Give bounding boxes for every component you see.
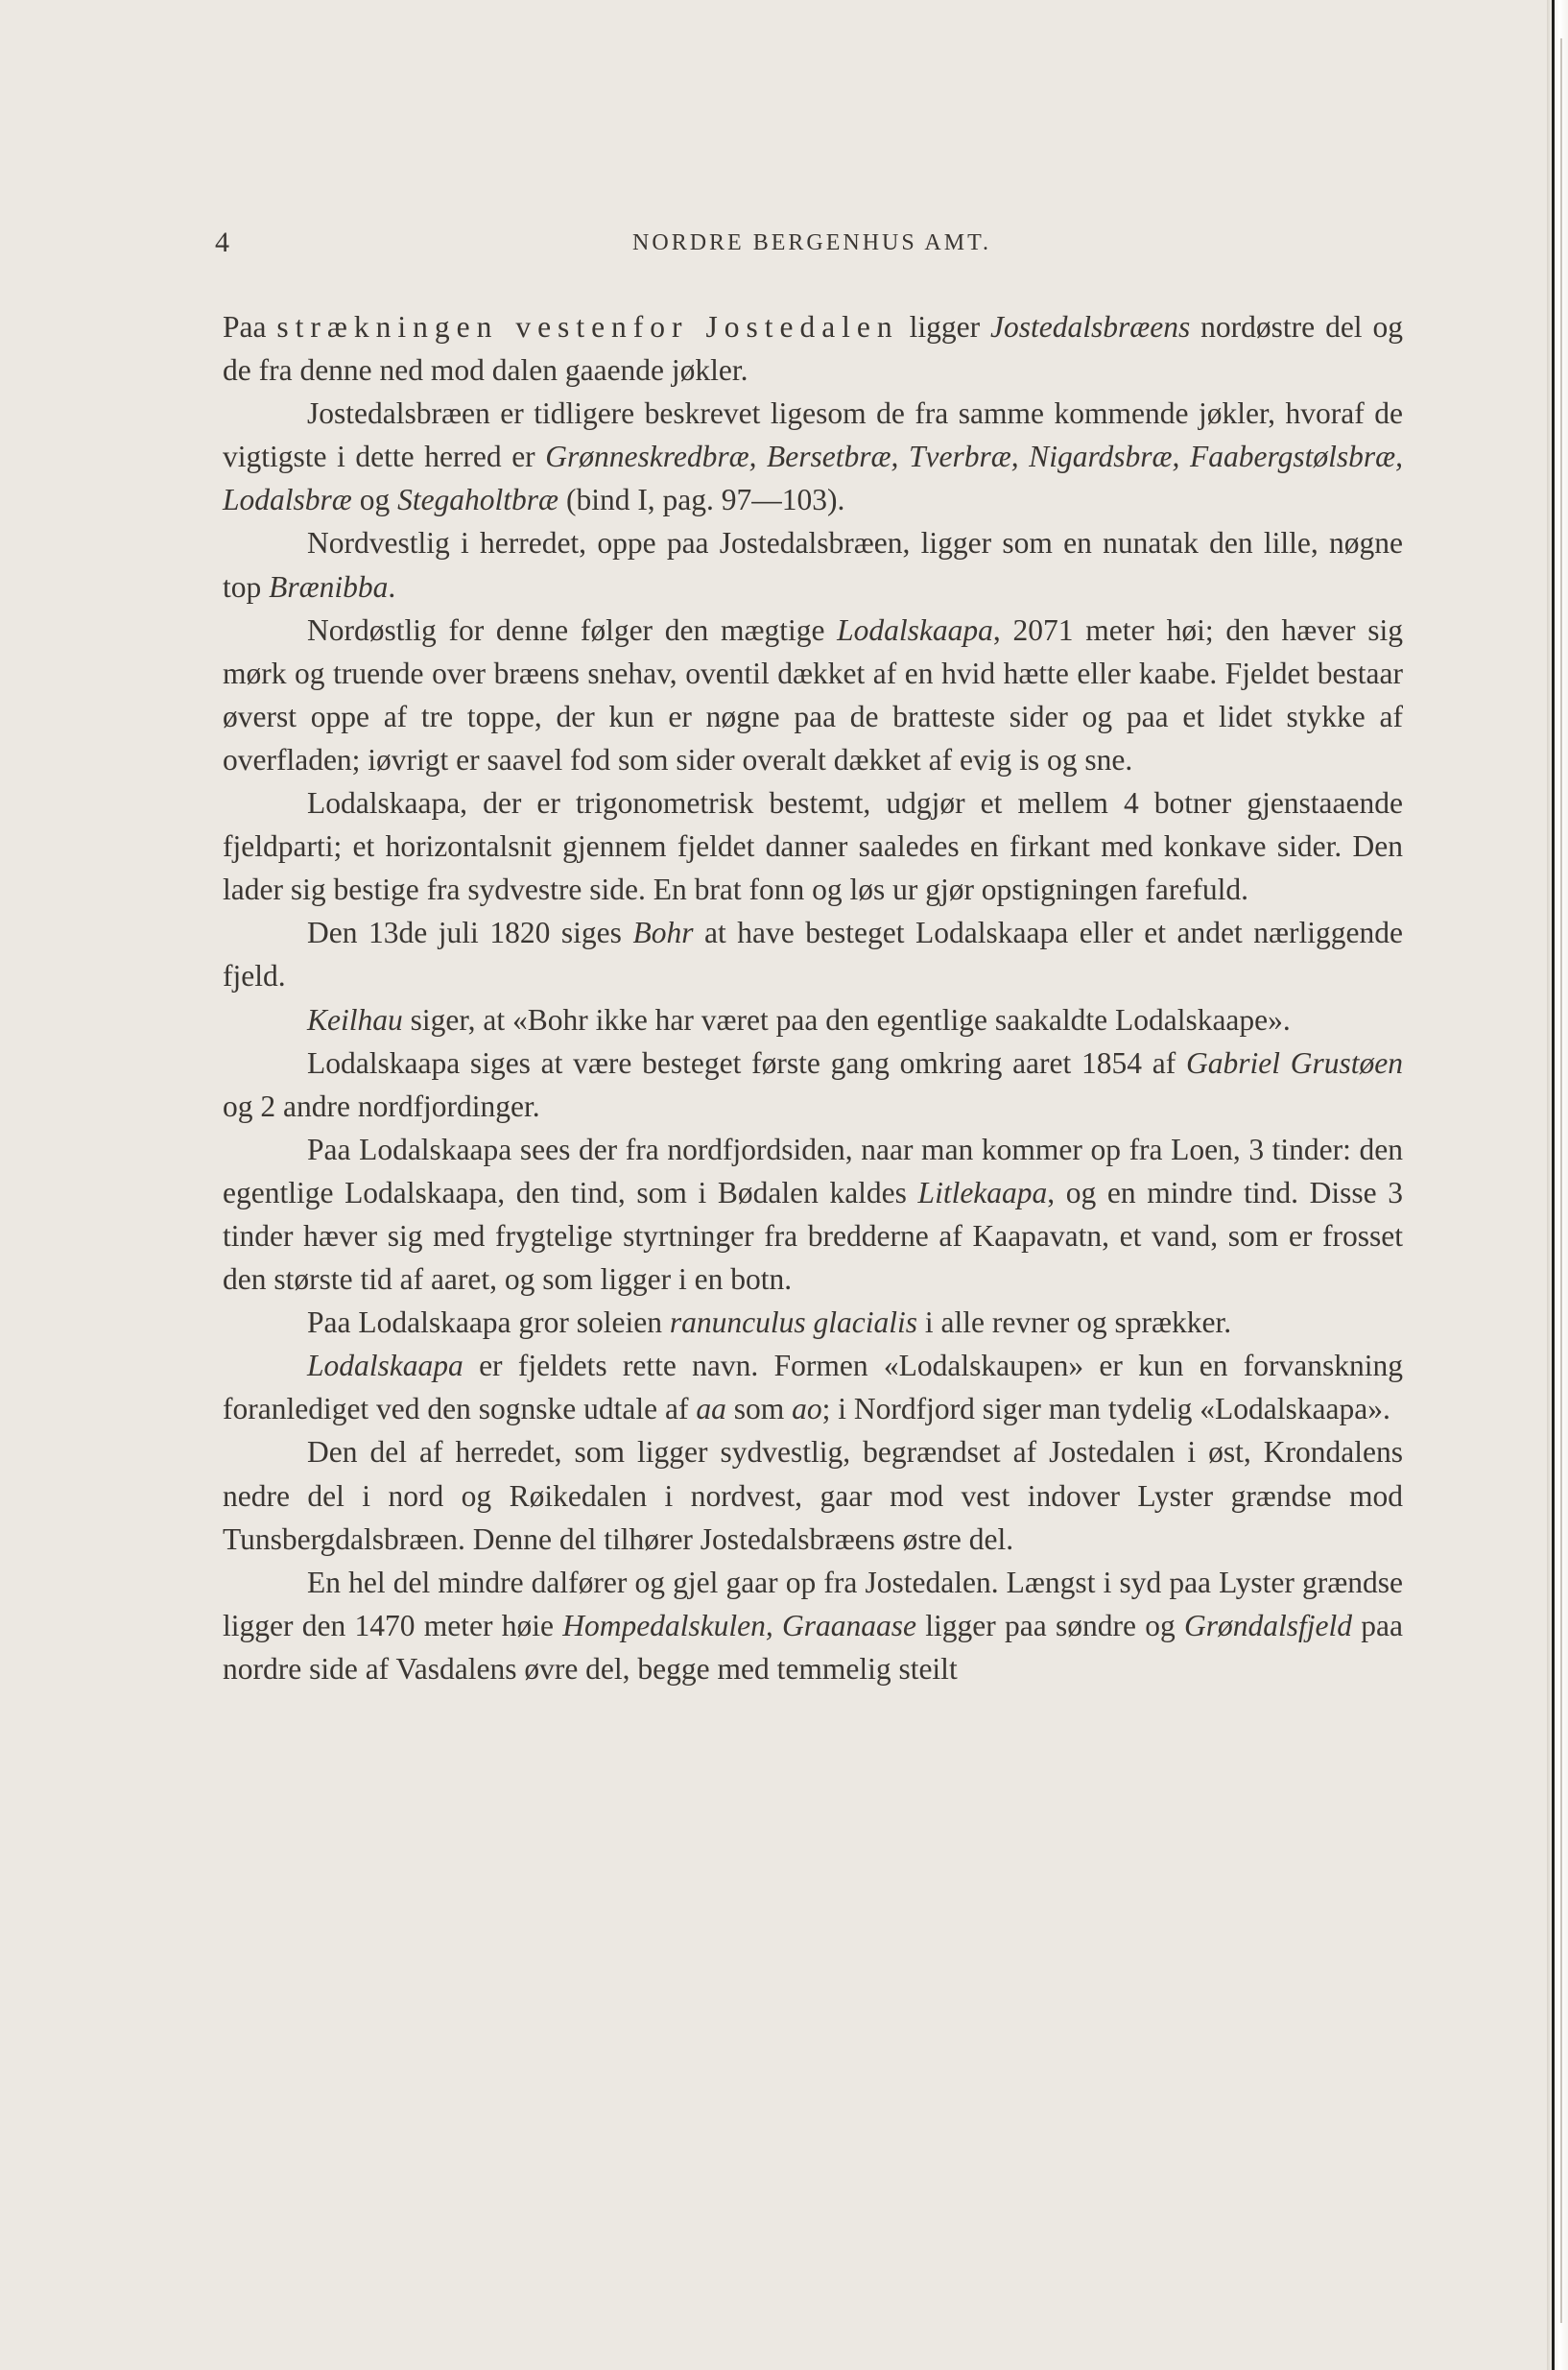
paragraph xyxy=(223,521,1403,608)
paragraph xyxy=(223,609,1403,781)
italic-term: Stegaholtbræ xyxy=(397,483,559,517)
italic-term: Hompedalskulen, Graanaase xyxy=(562,1608,917,1642)
italic-term: ranunculus glacialis xyxy=(669,1305,917,1340)
text-run: Den 13de juli 1820 siges xyxy=(307,916,633,950)
text-run: Paa xyxy=(223,310,277,344)
paragraph xyxy=(223,1041,1403,1128)
text-run: og 2 andre nordfjordinger. xyxy=(223,1089,540,1123)
paragraph xyxy=(223,305,1403,392)
text-run: Lodalskaapa, der er trigonometrisk bestemt, udgjør et mellem 4 botner gjenstaaende fjeldparti; et horizontalsnit gjennem fjeldet danner saaledes en firkant med konkave sider. Den lader sig bestige fra sydvestre side. En brat fonn og løs ur gjør opstigningen farefuld. xyxy=(223,786,1403,907)
text-run: , og en mindre tind. Disse 3 tinder hæver sig med frygtelige styrtninger fra bredderne af Kaapavatn, et vand, som er frosset den største tid af aaret, og som ligger i en botn. xyxy=(223,1175,1403,1297)
paragraph xyxy=(223,1561,1403,1690)
page-edge-line xyxy=(1552,0,1555,2370)
text-run: at have besteget Lodalskaapa eller et andet nærliggende fjeld. xyxy=(223,916,1404,993)
page-number: 4 xyxy=(215,227,230,258)
paragraph xyxy=(223,911,1403,997)
italic-term: Jostedalsbræens xyxy=(990,310,1191,344)
text-run: Nordvestlig i herredet, oppe paa Jostedalsbræen, ligger som en nunatak den lille, nøgne top xyxy=(223,526,1403,604)
text-run: En hel del mindre dalfører og gjel gaar op fra Jostedalen. Længst i syd paa Lyster grændse ligger den 1470 meter høie xyxy=(223,1565,1403,1642)
italic-term: Keilhau xyxy=(307,1002,403,1037)
text-run: og xyxy=(351,483,398,517)
italic-term: Bohr xyxy=(632,916,694,950)
paragraph xyxy=(223,998,1403,1041)
text-run: er fjeldets rette navn. Formen «Lodalskaupen» er kun en forvanskning foranlediget ved den sognske udtale af xyxy=(223,1349,1403,1426)
paragraph xyxy=(223,1430,1403,1560)
italic-term: Lodalskaapa xyxy=(837,612,993,647)
text-run: Jostedalsbræen er tidligere beskrevet ligesom de fra samme kommende jøkler, hvoraf de vigtigste i dette herred er xyxy=(223,396,1403,474)
text-run: nordøstre del og de fra denne ned mod dalen gaaende jøkler. xyxy=(223,310,1403,388)
text-run: i alle revner og sprækker. xyxy=(917,1305,1232,1340)
text-run: ligger paa søndre og xyxy=(916,1608,1185,1642)
page-edge-line-secondary xyxy=(1560,38,1562,2323)
running-title: NORDRE BERGENHUS AMT. xyxy=(632,230,991,255)
body-text xyxy=(223,305,1403,1690)
italic-term: Lodalskaapa xyxy=(307,1349,463,1383)
text-run: (bind I, pag. 97—103). xyxy=(558,483,845,517)
paragraph xyxy=(223,1301,1403,1344)
text-run: som xyxy=(725,1392,793,1426)
paragraph xyxy=(223,392,1403,521)
text-run: ligger xyxy=(898,310,990,344)
text-run: . xyxy=(388,569,396,604)
italic-term: ao xyxy=(792,1392,822,1426)
text-run: paa nordre side af Vasdalens øvre del, begge med temmelig steilt xyxy=(223,1608,1404,1686)
paragraph xyxy=(223,1344,1403,1430)
italic-term: Grønneskredbræ, Bersetbræ, Tverbræ, Nigardsbræ, Faabergstølsbræ, Lodalsbræ xyxy=(223,440,1403,517)
text-run: Paa Lodalskaapa sees der fra nordfjordsiden, naar man kommer op fra Loen, 3 tinder: den egentlige Lodalskaapa, den tind, som i Bødalen kaldes xyxy=(223,1132,1403,1209)
page-header xyxy=(215,227,1409,265)
text-run: ; i Nordfjord siger man tydelig «Lodalskaapa». xyxy=(821,1392,1390,1426)
paragraph xyxy=(223,781,1403,911)
italic-term: aa xyxy=(696,1392,726,1426)
text-run: , 2071 meter høi; den hæver sig mørk og truende over bræens snehav, oventil dækket af en hvid hætte eller kaabe. Fjeldet bestaar øverst oppe af tre toppe, der kun er nøgne paa de bratteste sider og paa et lidet stykke af overfladen; iøvrigt er saavel fod som sider overalt dækket af evig is og sne. xyxy=(223,612,1403,777)
italic-term: Brænibba xyxy=(269,569,389,604)
page-edge xyxy=(1547,0,1568,2370)
paragraph xyxy=(223,1128,1403,1301)
text-run: Paa Lodalskaapa gror soleien xyxy=(307,1305,670,1340)
text-run: Lodalskaapa siges at være besteget første gang omkring aaret 1854 af xyxy=(307,1045,1186,1080)
italic-term: Gabriel Grustøen xyxy=(1186,1045,1403,1080)
italic-term: Grøndalsfjeld xyxy=(1184,1608,1353,1642)
spaced-text: strækningen vestenfor Jostedalen xyxy=(276,310,899,344)
italic-term: Litlekaapa xyxy=(917,1175,1048,1209)
text-run: siger, at «Bohr ikke har været paa den egentlige saakaldte Lodalskaape». xyxy=(402,1002,1291,1037)
text-run: Den del af herredet, som ligger sydvestlig, begrændset af Jostedalen i øst, Krondalens nedre del i nord og Røikedalen i nordvest, gaar mod vest indover Lyster grændse mod Tunsbergdalsbræen. Denne del tilhører Jostedalsbræens østre del. xyxy=(223,1435,1403,1556)
text-run: Nordøstlig for denne følger den mægtige xyxy=(307,612,838,647)
